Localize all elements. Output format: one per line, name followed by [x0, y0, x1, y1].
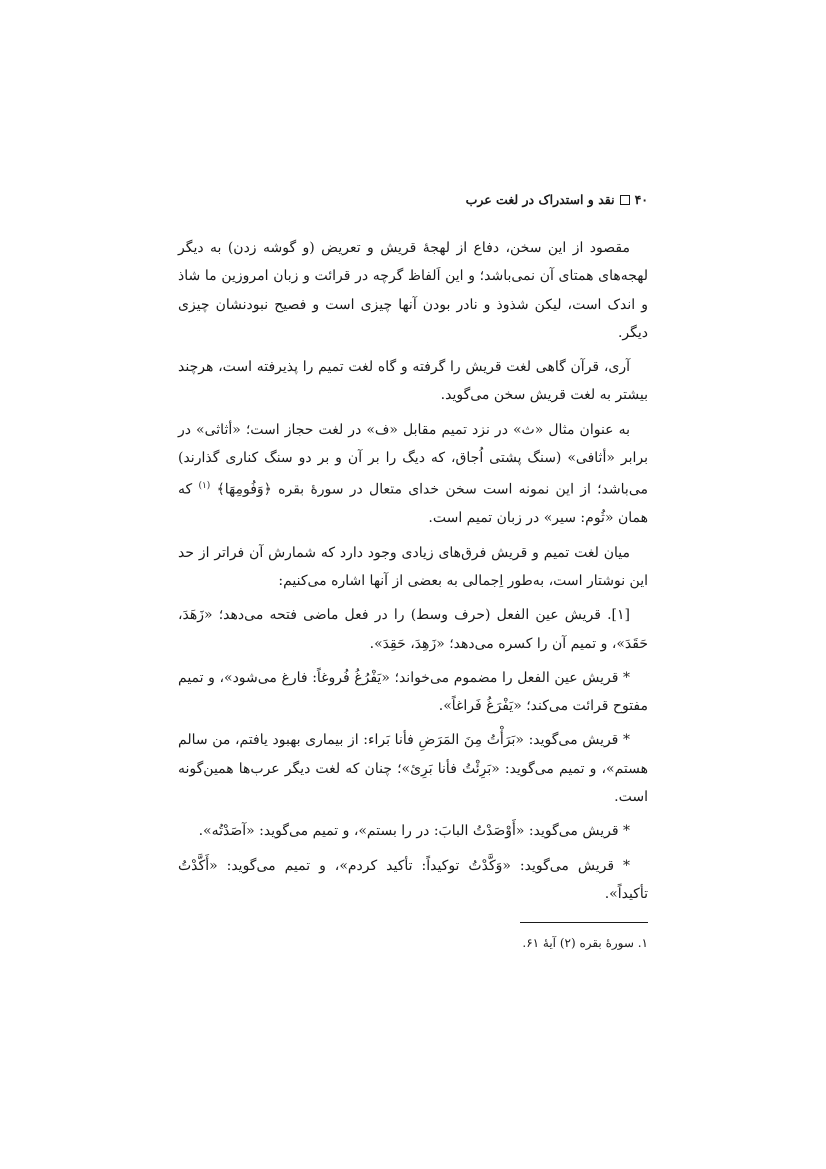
paragraph: مقصود از این سخن، دفاع از لهجهٔ قریش و تعریض (و گوشه زدن) به دیگر لهجه‌های همتای آن نمی‌باشد؛ و این اَلفاظ گرچه در قرائت و زبان امروزین ما شاذ و اندک است، لیکن شذوذ و نادر بودن آنها چیزی است و فصیح نبودنشان چیزی دیگر.: [178, 240, 648, 341]
page-number: ۴۰: [634, 192, 648, 207]
paragraph: میان لغت تمیم و قریش فرق‌های زیادی وجود دارد که شمارش آن فراتر از حد این نوشتار است، به‌طور اِجمالی به بعضی از آنها اشاره می‌کنیم:: [178, 544, 648, 589]
list-item: [۱]. قریش عین الفعل (حرف وسط) را در فعل ماضی فتحه می‌دهد؛ «زَهَدَ، حَقَدَ»، و تمیم آن را کسره می‌دهد؛ «زَهِدَ، حَقِدَ».: [178, 607, 648, 652]
list-item: * قریش می‌گوید: «بَرَأْتُ مِنَ المَرَضِ فأنا بَراء: از بیماری بهبود یافتم، من سالم هستم»، و تمیم می‌گوید: «بَرِئْتُ فأنا بَرِئ»؛ چنان که لغت دیگر عرب‌ها همین‌گونه است.: [178, 732, 648, 805]
paragraph: [178, 416, 648, 533]
list-item: * قریش می‌گوید: «وَكَّدْتُ توكيداً: تأکید کردم»، و تمیم می‌گوید: «أَكَّدْتُ تأكيداً».: [178, 857, 648, 902]
paragraph: آری، قرآن گاهی لغت قریش را گرفته و گاه لغت تمیم را پذیرفته است، هرچند بیشتر به لغت قریش سخن می‌گوید.: [178, 359, 648, 404]
paragraph-text: که همان «ثُوم: سیر» در زبان تمیم است.: [178, 482, 648, 527]
footnote-divider: [520, 922, 648, 923]
footnote: ۱. سورهٔ بقره (۲) آیهٔ ۶۱.: [522, 936, 648, 950]
footnote-reference: (۱): [198, 481, 211, 492]
list-item: * قریش عین الفعل را مضموم می‌خواند؛ «یَفْرُغُ فُروغاً: فارغ می‌شود»، و تمیم مفتوح قرائت می‌کند؛ «یَفْرَغُ فَراغاً».: [178, 669, 648, 715]
list-item: * قریش می‌گوید: «أَوْصَدْتُ البابَ: در را بستم»، و تمیم می‌گوید: «آصَدْتُه».: [198, 823, 630, 840]
running-title: نقد و استدراک در لغت عرب: [465, 192, 615, 207]
square-icon: [620, 195, 630, 205]
body-text: [178, 234, 648, 914]
running-head: [466, 192, 648, 207]
paragraph-text: به عنوان مثال «ث» در نزد تمیم مقابل «ف» در لغت حجاز است؛ «أثاثی» در برابر «أثافی» (سنگ پشتی اُجاق، که دیگ را بر آن و بر دو سنگ کناری گذارند) می‌باشد؛ از این نمونه است سخن خدای متعال در سورهٔ بقره ﴿وَفُومِهَا﴾: [178, 421, 648, 499]
